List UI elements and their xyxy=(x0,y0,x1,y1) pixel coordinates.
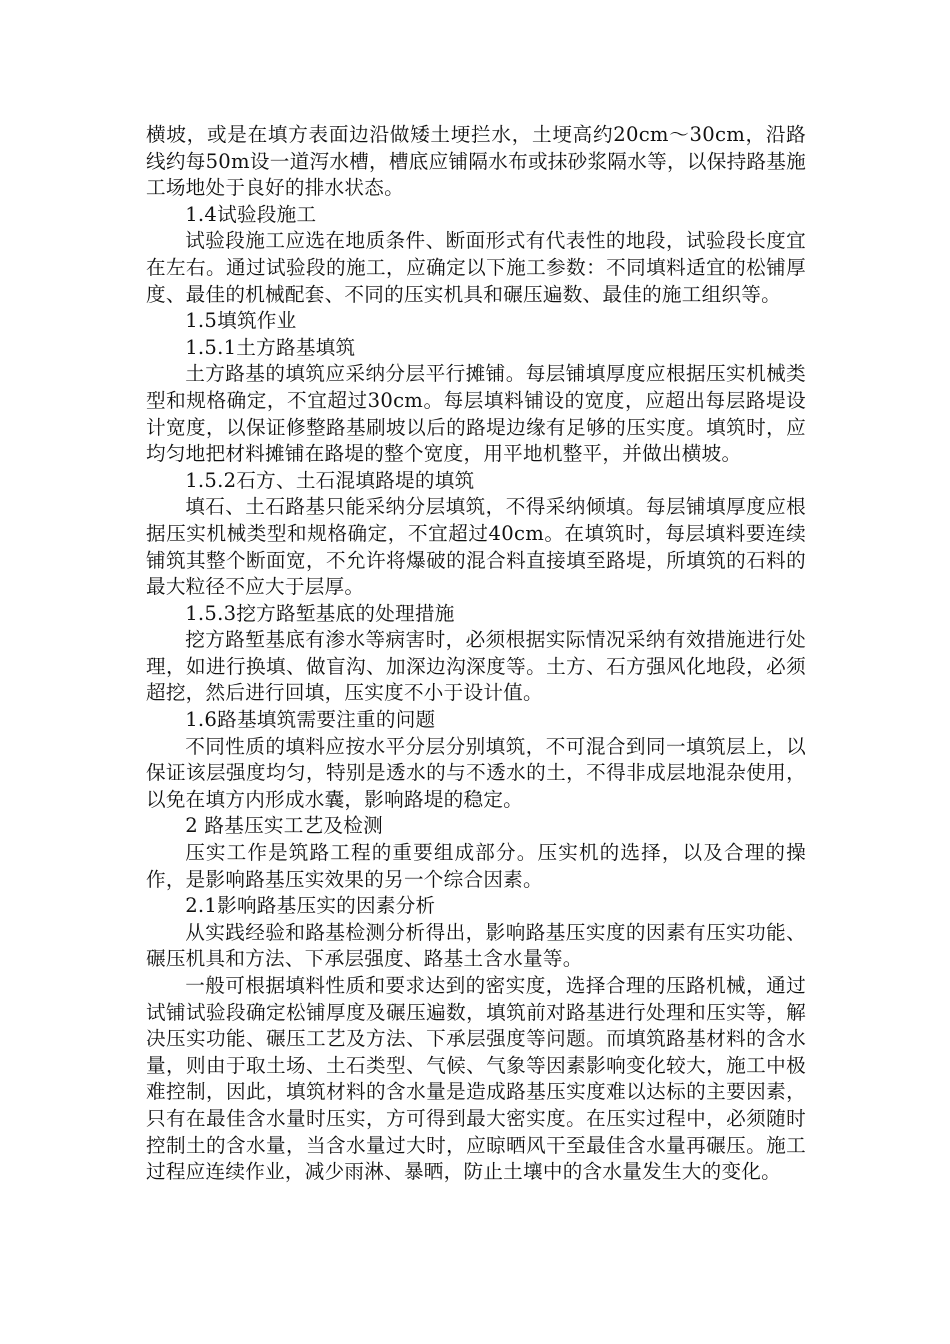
heading-1-5-1-earth-subgrade: 1.5.1土方路基填筑 xyxy=(185,335,356,359)
paragraph-factors: 从实践经验和路基检测分析得出，影响路基压实度的因素有压实功能、碾压机具和方法、下承层强度、路基土含水量等。 xyxy=(146,920,806,971)
heading-1-6-attention: 1.6路基填筑需要注重的问题 xyxy=(185,708,436,732)
paragraph-cut-base: 挖方路堑基底有渗水等病害时，必须根据实际情况采纳有效措施进行处理，如进行换填、做盲沟、加深边沟深度等。土方、石方强风化地段，必须超挖，然后进行回填，压实度不小于设计值。 xyxy=(146,628,806,705)
document-body xyxy=(146,122,806,1186)
paragraph-trial-section: 试验段施工应选在地质条件、断面形式有代表性的地段，试验段长度宜在左右。通过试验段的施工，应确定以下施工参数：不同填料适宜的松铺厚度、最佳的机械配套、不同的压实机具和碾压遍数、最佳的施工组织等。 xyxy=(146,229,806,306)
heading-1-5-3-cut-base: 1.5.3挖方路堑基底的处理措施 xyxy=(185,601,455,625)
paragraph-attention: 不同性质的填料应按水平分层分别填筑，不可混合到同一填筑层上，以保证该层强度均匀，特别是透水的与不透水的土，不得非成层地混杂使用，以免在填方内形成水囊，影响路堤的稳定。 xyxy=(146,734,806,811)
heading-2-compaction: 2 路基压实工艺及检测 xyxy=(185,814,383,838)
paragraph-earth-subgrade: 土方路基的填筑应采纳分层平行摊铺。每层铺填厚度应根据压实机械类型和规格确定，不宜超过30cm。每层填料铺设的宽度，应超出每层路堤设计宽度，以保证修整路基刷坡以后的路堤边缘有足够的压实度。填筑时，应均匀地把材料摊铺在路堤的整个宽度，用平地机整平，并做出横坡。 xyxy=(146,362,806,466)
paragraph-rock-embankment: 填石、土石路基只能采纳分层填筑，不得采纳倾填。每层铺填厚度应根据压实机械类型和规格确定，不宜超过40cm。在填筑时，每层填料要连续铺筑其整个断面宽，不允许将爆破的混合料直接填至路堤，所填筑的石料的最大粒径不应大于层厚。 xyxy=(146,495,806,599)
heading-1-4-trial-section: 1.4试验段施工 xyxy=(185,202,317,226)
heading-2-1-factors: 2.1影响路基压实的因素分析 xyxy=(185,894,436,918)
paragraph-drainage-continued: 横坡，或是在填方表面边沿做矮土埂拦水，土埂高约20cm～30cm，沿路线约每50m设一道泻水槽，槽底应铺隔水布或抹砂浆隔水等，以保持路基施工场地处于良好的排水状态。 xyxy=(146,123,806,200)
heading-1-5-2-rock-embankment: 1.5.2石方、土石混填路堤的填筑 xyxy=(185,468,475,492)
paragraph-compaction-intro: 压实工作是筑路工程的重要组成部分。压实机的选择，以及合理的操作，是影响路基压实效果的另一个综合因素。 xyxy=(146,841,806,891)
paragraph-moisture-control: 一般可根据填料性质和要求达到的密实度，选择合理的压路机械，通过试铺试验段确定松铺厚度及碾压遍数，填筑前对路基进行处理和压实等，解决压实功能、碾压工艺及方法、下承层强度等问题。而填筑路基材料的含水量，则由于取土场、土石类型、气候、气象等因素影响变化较大，施工中极难控制，因此，填筑材料的含水量是造成路基压实度难以达标的主要因素，只有在最佳含水量时压实，方可得到最大密实度。在压实过程中，必须随时控制土的含水量，当含水量过大时，应晾晒风干至最佳含水量再碾压。施工过程应连续作业，减少雨淋、暴晒，防止土壤中的含水量发生大的变化。 xyxy=(146,974,806,1184)
heading-1-5-filling: 1.5填筑作业 xyxy=(185,309,297,333)
